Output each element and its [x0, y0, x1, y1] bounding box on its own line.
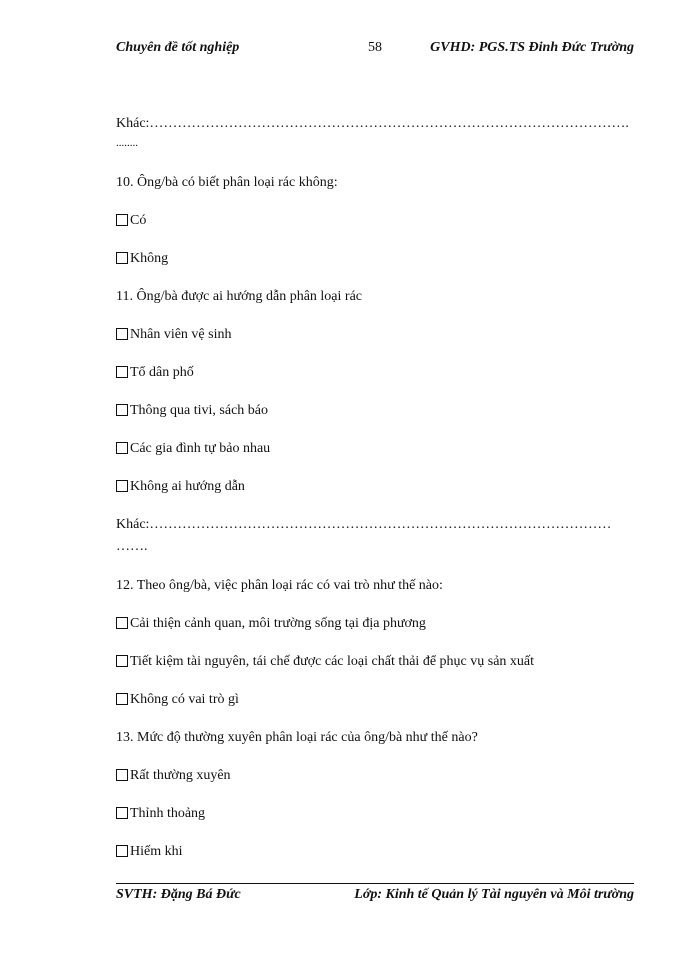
option-label: Cải thiện cảnh quan, môi trường sống tại địa phương: [130, 616, 426, 631]
footer-divider: [116, 883, 634, 884]
option-label: Không ai hướng dẫn: [130, 479, 245, 494]
checkbox[interactable]: [116, 442, 128, 454]
q13-option-2[interactable]: [116, 806, 205, 822]
option-label: Hiếm khi: [130, 844, 183, 859]
option-label: Không có vai trò gì: [130, 692, 239, 707]
checkbox[interactable]: [116, 366, 128, 378]
checkbox[interactable]: [116, 617, 128, 629]
question-12: 12. Theo ông/bà, việc phân loại rác có vai trò như thế nào:: [116, 578, 443, 593]
q13-option-1[interactable]: [116, 768, 231, 784]
footer-student: SVTH: Đặng Bá Đức: [116, 887, 241, 902]
checkbox[interactable]: [116, 693, 128, 705]
option-label: Các gia đình tự bảo nhau: [130, 441, 271, 456]
page-number: 58: [368, 40, 382, 55]
page-footer: [116, 887, 634, 909]
other-answer-line-1-cont: ........: [116, 137, 138, 149]
q11-option-1[interactable]: [116, 327, 231, 343]
q11-option-3[interactable]: [116, 403, 268, 419]
page-header: [116, 40, 634, 62]
header-advisor: GVHD: PGS.TS Đinh Đức Trường: [430, 40, 634, 55]
checkbox[interactable]: [116, 480, 128, 492]
option-label: Nhân viên vệ sinh: [130, 327, 232, 342]
q13-option-3[interactable]: [116, 844, 183, 860]
checkbox[interactable]: [116, 769, 128, 781]
option-label: Thông qua tivi, sách báo: [130, 403, 269, 418]
q11-option-4[interactable]: [116, 441, 270, 457]
checkbox[interactable]: [116, 404, 128, 416]
checkbox[interactable]: [116, 214, 128, 226]
option-label: Tổ dân phố: [130, 365, 194, 380]
checkbox[interactable]: [116, 807, 128, 819]
question-13: 13. Mức độ thường xuyên phân loại rác của ông/bà như thế nào?: [116, 730, 478, 745]
q10-option-2[interactable]: [116, 251, 168, 267]
question-10: 10. Ông/bà có biết phân loại rác không:: [116, 175, 338, 190]
q11-option-2[interactable]: [116, 365, 194, 381]
option-label: Tiết kiệm tài nguyên, tái chế được các loại chất thải để phục vụ sản xuất: [130, 654, 535, 669]
option-label: Rất thường xuyên: [130, 768, 231, 783]
checkbox[interactable]: [116, 845, 128, 857]
q12-option-1[interactable]: [116, 616, 426, 632]
q11-option-5[interactable]: [116, 479, 245, 495]
checkbox[interactable]: [116, 328, 128, 340]
q12-option-3[interactable]: [116, 692, 239, 708]
header-title: Chuyên đề tốt nghiệp: [116, 40, 240, 55]
q12-option-2[interactable]: [116, 654, 534, 670]
other-answer-line-2: Khác:………………………………………………………………………………………: [116, 517, 612, 532]
q10-option-1[interactable]: [116, 213, 146, 229]
other-answer-line-2-cont: …….: [116, 539, 148, 554]
question-11: 11. Ông/bà được ai hướng dẫn phân loại rác: [116, 289, 363, 304]
checkbox[interactable]: [116, 252, 128, 264]
option-label: Thỉnh thoảng: [130, 806, 206, 821]
other-answer-line-1: Khác:………………………………………………………………………………………….: [116, 116, 629, 131]
option-label: Có: [130, 213, 147, 228]
footer-class: Lớp: Kinh tế Quản lý Tài nguyên và Môi trường: [354, 887, 634, 902]
checkbox[interactable]: [116, 655, 128, 667]
option-label: Không: [130, 251, 169, 266]
